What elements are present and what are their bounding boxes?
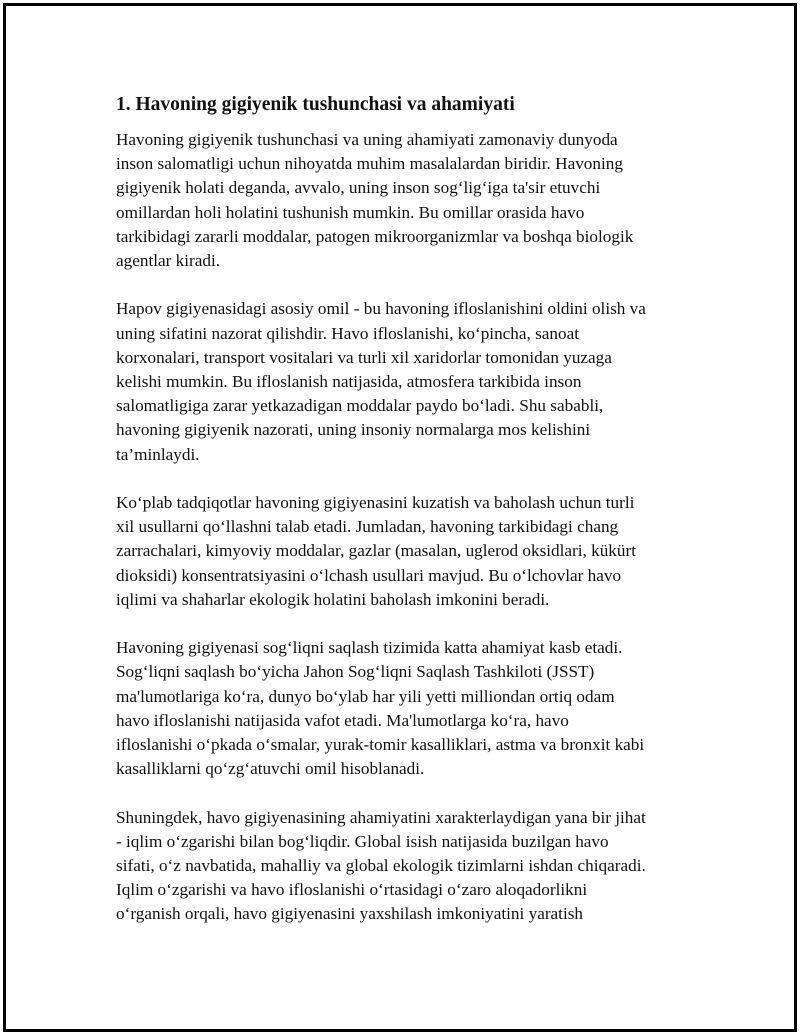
section-heading: 1. Havoning gigiyenik tushunchasi va ahamiyati xyxy=(116,94,515,115)
paragraph-3: Ko‘plab tadqiqotlar havoning gigiyenasini kuzatish va baholash uchun turli xil usullarni qo‘llashni talab etadi. Jumladan, havoning tarkibidagi chang zarrachalari, kimyoviy moddalar, gazlar (masalan, uglerod oksidlari, kükürt dioksidi) konsentratsiyasini o‘lchash usullari mavjud. Bu o‘lchovlar havo iqlimi va shaharlar ekologik holatini baholash imkonini beradi. xyxy=(116,493,636,609)
paragraph-1: Havoning gigiyenik tushunchasi va uning ahamiyati zamonaviy dunyoda inson salomatligi uchun nihoyatda muhim masalalardan biridir. Havoning gigiyenik holati deganda, avvalo, uning inson sog‘lig‘iga ta'sir etuvchi omillardan holi holatini tushunish mumkin. Bu omillar orasida havo tarkibidagi zararli moddalar, patogen mikroorganizmlar va boshqa biologik agentlar kiradi. xyxy=(116,130,634,271)
paragraph-4: Havoning gigiyenasi sog‘liqni saqlash tizimida katta ahamiyat kasb etadi. Sog‘liqni saqlash bo‘yicha Jahon Sog‘liqni Saqlash Tashkiloti (JSST) ma'lumotlariga ko‘ra, dunyo bo‘ylab har yili yetti milliondan ortiq odam havo ifloslanishi natijasida vafot etadi. Ma'lumotlarga ko‘ra, havo ifloslanishi o‘pkada o‘smalar, yurak-tomir kasalliklari, astma va bronxit kabi kasalliklarni qo‘zg‘atuvchi omil hisoblanadi. xyxy=(116,638,645,779)
document-body xyxy=(116,92,696,951)
paragraph-2: Hapov gigiyenasidagi asosiy omil - bu havoning ifloslanishini oldini olish va uning sifatini nazorat qilishdir. Havo ifloslanishi, ko‘pincha, sanoat korxonalari, transport vositalari va turli xil xaridorlar tomonidan yuzaga kelishi mumkin. Bu ifloslanish natijasida, atmosfera tarkibida inson salomatligiga zarar yetkazadigan moddalar paydo bo‘ladi. Shu sababli, havoning gigiyenik nazorati, uning insoniy normalarga mos kelishini ta’minlaydi. xyxy=(116,299,646,464)
paragraph-5: Shuningdek, havo gigiyenasining ahamiyatini xarakterlaydigan yana bir jihat - iqlim o‘zgarishi bilan bog‘liqdir. Global isish natijasida buzilgan havo sifati, o‘z navbatida, mahalliy va global ekologik tizimlarni ishdan chiqaradi. Iqlim o‘zgarishi va havo ifloslanishi o‘rtasidagi o‘zaro aloqadorlikni o‘rganish orqali, havo gigiyenasini yaxshilash imkoniyatini yaratish xyxy=(116,807,646,924)
